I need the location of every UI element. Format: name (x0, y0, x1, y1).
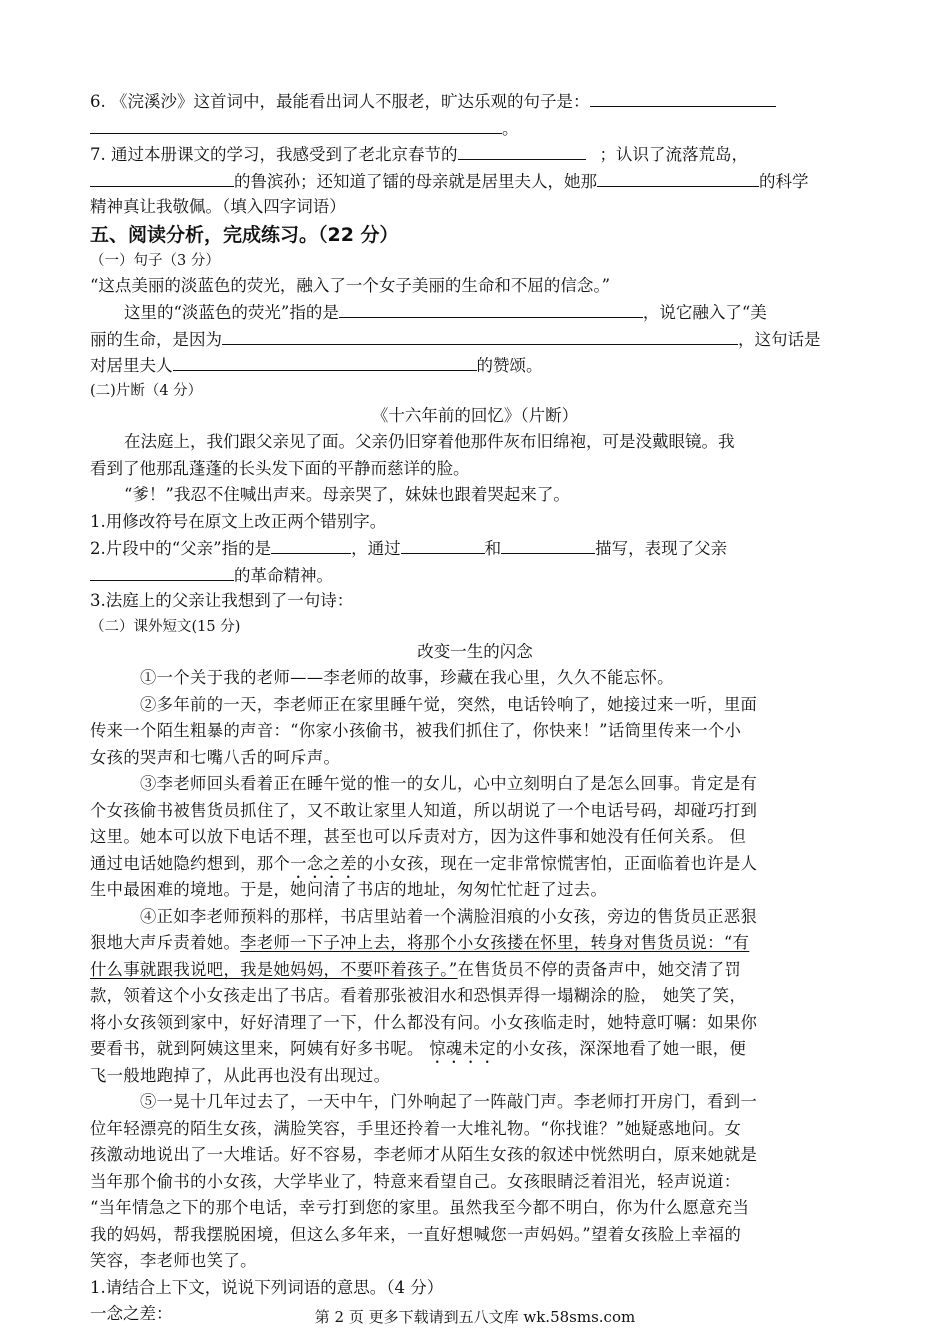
part2-para1-cont: 看到了他那乱蓬蓬的长头发下面的平静而慈详的脸。 (90, 458, 470, 478)
question-7-line1: 7. 通过本册课文的学习，我感受到了老北京春节的 ；认识了流落荒岛， (90, 141, 860, 168)
part2-q2-cont: 的革命精神。 (90, 562, 860, 589)
story-line: 当年那个偷书的小女孩，大学毕业了，特意来看望自己。女孩眼睛泛着泪光，轻声说道： (90, 1171, 741, 1191)
story-line: 孩激动地说出了一大堆话。好不容易，李老师才从陌生女孩的叙述中恍然明白，原来她就是 (90, 1145, 758, 1164)
answer-blank[interactable] (173, 352, 477, 371)
story-line: 通过电话她隐约想到，那个一念之差的小女孩，现在一定非常惊慌害怕，正面临着也许是人 (90, 853, 758, 873)
exam-page (90, 88, 860, 1328)
part2-label: (二)片断（4 分） (90, 382, 203, 399)
part1-label: （一）句子（3 分） (90, 252, 220, 269)
story-line: 款，领着这个小女孩走出了书店。看着那张被泪水和恐惧弄得一塌糊涂的脸， 她笑了笑， (90, 986, 747, 1005)
part2-title: 《十六年前的回忆》（片断） (371, 405, 579, 425)
story-line: ②多年前的一天，李老师正在家里睡午觉，突然，电话铃响了，她接过来一听，里面 (140, 694, 758, 714)
story-line: 女孩的哭声和七嘴八舌的呵斥声。 (90, 747, 341, 767)
story-line: 这里。她本可以放下电话不理，甚至也可以斥责对方，因为这件事和她没有任何关系。 但 (90, 827, 747, 846)
dotted-term: 惊魂未定 (429, 1039, 496, 1058)
answer-blank[interactable] (501, 535, 595, 554)
answer-blank[interactable] (271, 535, 351, 554)
answer-blank[interactable] (90, 562, 234, 581)
part3-q1: 1.请结合上下文，说说下列词语的意思。（4 分） (90, 1277, 444, 1297)
answer-blank[interactable] (401, 535, 485, 554)
question-7-line3: 精神真让我敬佩。（填入四字词语） (90, 197, 346, 216)
question-6-cont: 。 (90, 115, 860, 142)
part1-quote: “这点美丽的淡蓝色的荧光，融入了一个女子美丽的生命和不屈的信念。” (90, 275, 611, 295)
underlined-sentence: 什么事就跟我说吧，我是她妈妈，不要吓着孩子。” (90, 959, 458, 979)
question-6: 6. 《浣溪沙》这首词中，最能看出词人不服老，旷达乐观的句子是： (90, 88, 860, 115)
story-line: ①一个关于我的老师——李老师的故事，珍藏在我心里，久久不能忘怀。 (140, 668, 674, 687)
story-line: ④正如李老师预料的那样，书店里站着一个满脸泪痕的小女孩，旁边的售货员正恶狠 (140, 906, 758, 926)
part2-q1: 1.用修改符号在原文上改正两个错别字。 (90, 511, 387, 531)
answer-blank[interactable] (590, 88, 776, 107)
question-7-line2: 的鲁滨孙；还知道了镭的母亲就是居里夫人，她那 的科学 (90, 168, 860, 195)
story-line: 生中最困难的境地。于是，她问清了书店的地址，匆匆忙忙赶了过去。 (90, 880, 608, 899)
part1-line1: 这里的“淡蓝色的荧光”指的是 ，说它融入了“美 (90, 299, 860, 326)
story-line: 将小女孩领到家中，好好清理了一下，什么都没有问。小女孩临走时，她特意叮嘱：如果你 (90, 1012, 758, 1032)
story-line: 什么事就跟我说吧，我是她妈妈，不要吓着孩子。”在售货员不停的责备声中，她交清了罚 (90, 959, 742, 979)
dotted-term: 一念之差 (290, 853, 357, 873)
answer-blank[interactable] (339, 299, 643, 318)
story-line: “当年情急之下的那个电话，幸亏打到您的家里。虽然我至今都不明白，你为什么愿意充当 (90, 1198, 750, 1217)
page-footer: 第 2 页 更多下载请到五八文库 wk.58sms.com (314, 1308, 636, 1326)
story-line: ⑤一晃十几年过去了，一天中午，门外响起了一阵敲门声。李老师打开房门，看到一 (140, 1092, 758, 1111)
part3-term1: 一念之差： (90, 1304, 173, 1323)
part2-q3: 3.法庭上的父亲让我想到了一句诗： (90, 591, 354, 610)
answer-blank[interactable] (222, 326, 738, 345)
part2-q2: 2.片段中的“父亲”指的是 ，通过 和 描写，表现了父亲 (90, 535, 860, 562)
section-5-title: 五、阅读分析，完成练习。（22 分） (90, 223, 399, 246)
part1-line3: 对居里夫人 的赞颂。 (90, 352, 860, 379)
story-line: 狠地大声斥责着她。李老师一下子冲上去，将那个小女孩搂在怀里，转身对售货员说：“有 (90, 933, 750, 952)
answer-blank[interactable] (597, 168, 759, 187)
story-line: 要看书，就到阿姨这里来，阿姨有好多书呢。 惊魂未定的小女孩，深深地看了她一眼，便 (90, 1039, 747, 1058)
part2-para2: “爹！”我忍不住喊出声来。母亲哭了，妹妹也跟着哭起来了。 (124, 485, 570, 504)
story-line: 我的妈妈，帮我摆脱困境，但这么多年来，一直好想喊您一声妈妈。”望着女孩脸上幸福的 (90, 1224, 742, 1244)
part3-title: 改变一生的闪念 (417, 641, 533, 661)
answer-blank[interactable] (90, 168, 234, 187)
underlined-sentence: 李老师一下子冲上去，将那个小女孩搂在怀里，转身对售货员说：“有 (240, 933, 750, 952)
story-line: 笑容，李老师也笑了。 (90, 1251, 257, 1270)
story-line: ③李老师回头看着正在睡午觉的惟一的女儿，心中立刻明白了是怎么回事。肯定是有 (140, 774, 758, 793)
story-line: 个女孩偷书被售货员抓住了，又不敢让家里人知道，所以胡说了一个电话号码，却碰巧打到 (90, 800, 758, 820)
story-line: 飞一般地跑掉了，从此再也没有出现过。 (90, 1065, 391, 1085)
part2-para1: 在法庭上，我们跟父亲见了面。父亲仍旧穿着他那件灰布旧绵袍，可是没戴眼镜。我 (124, 432, 735, 451)
answer-blank[interactable] (90, 115, 502, 134)
part1-line2: 丽的生命，是因为 ，这句话是 (90, 326, 860, 353)
part3-label: （二）课外短文(15 分) (90, 618, 241, 635)
answer-blank[interactable] (458, 141, 586, 160)
story-text (90, 665, 860, 1275)
story-line: 位年轻漂亮的陌生女孩，满脸笑容，手里还拎着一大堆礼物。“你找谁？”她疑惑地问。女 (90, 1118, 742, 1138)
story-line: 传来一个陌生粗暴的声音：“你家小孩偷书，被我们抓住了，你快来！”话筒里传来一个小 (90, 721, 742, 740)
